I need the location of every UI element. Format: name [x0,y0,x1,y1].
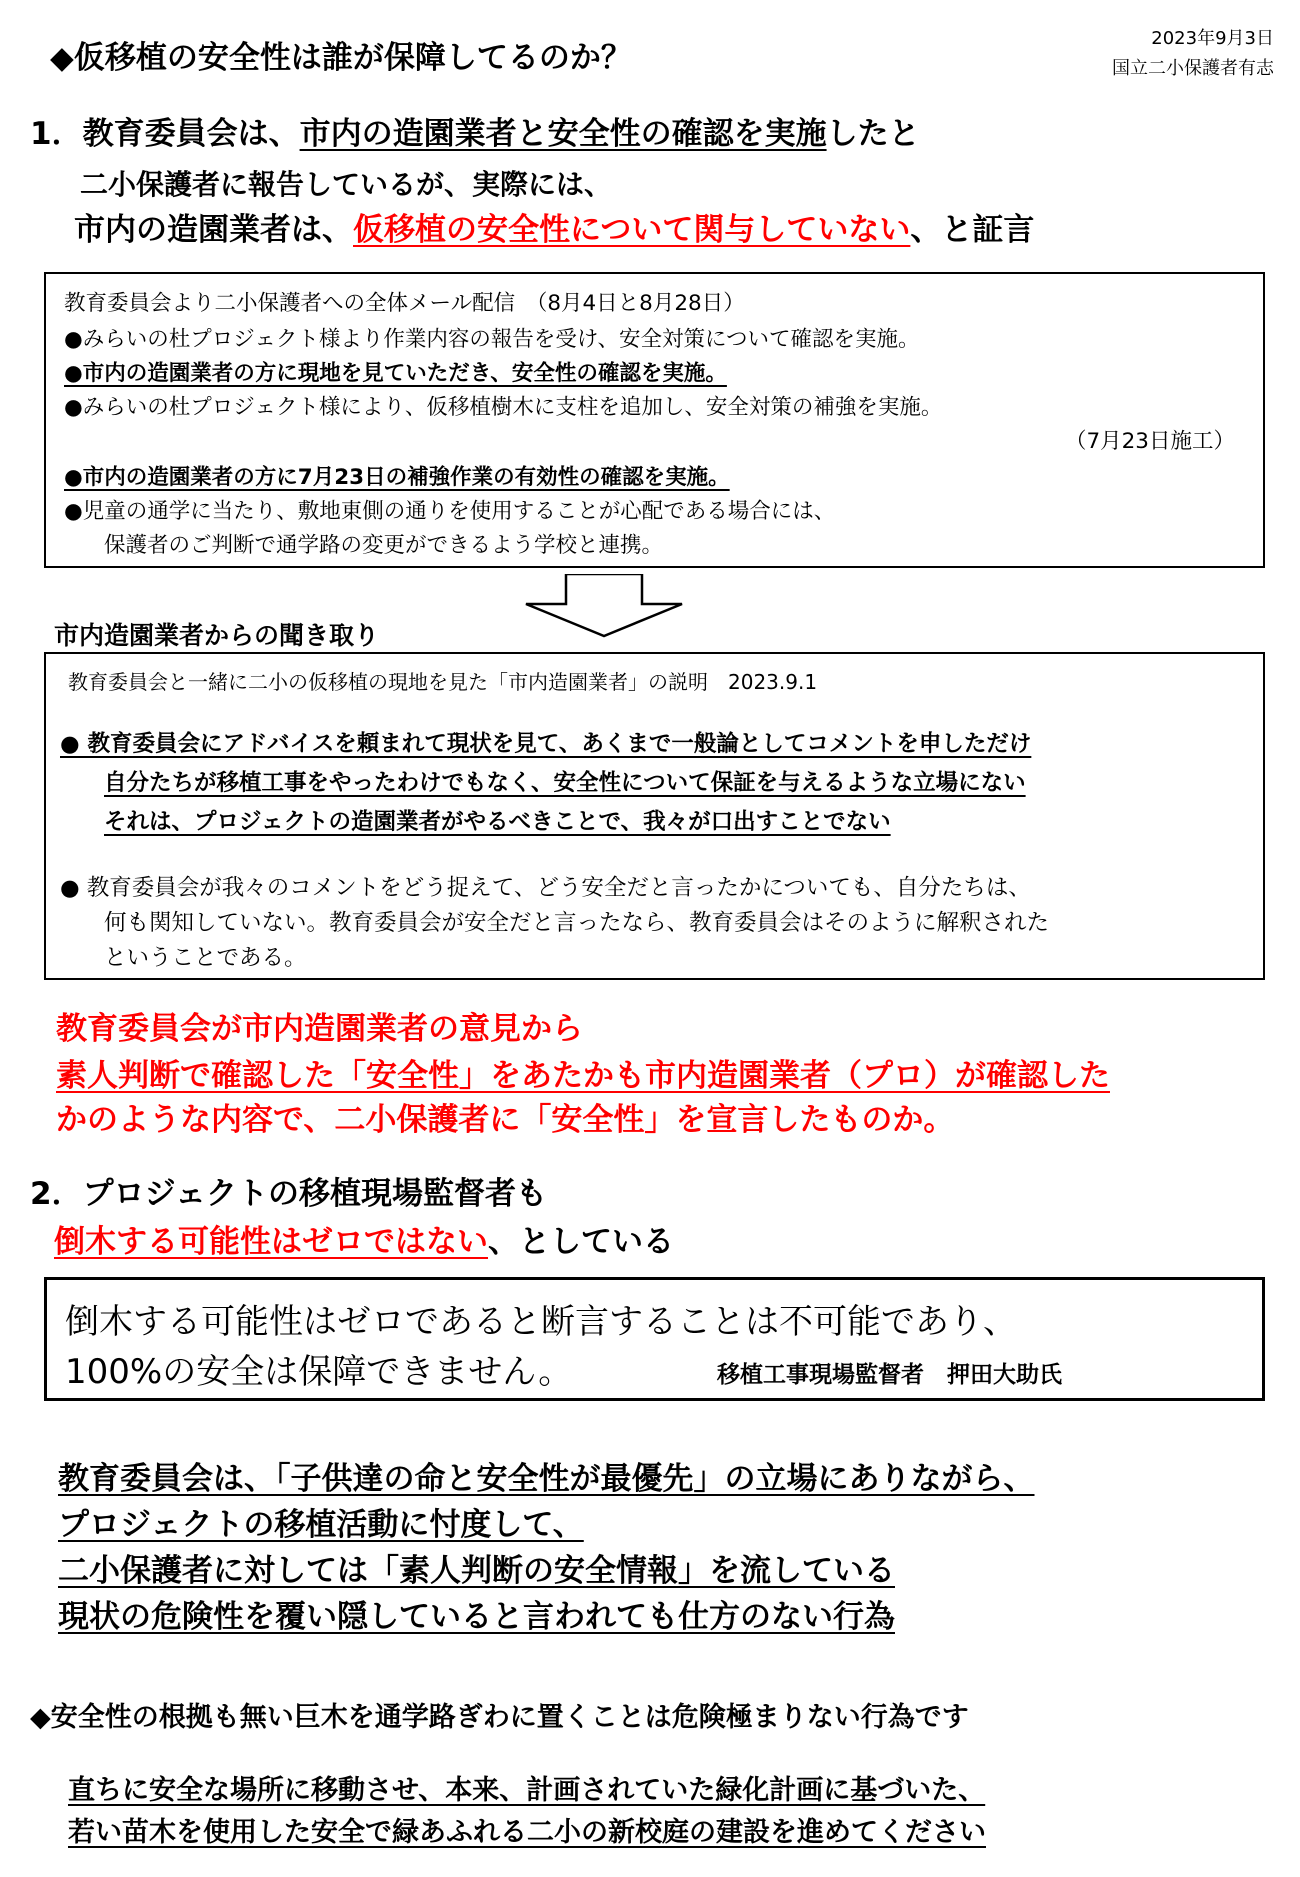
mail-item-5-line2: 保護者のご判断で通学路の変更ができるよう学校と連携。 [104,533,664,558]
mail-item-3: ●みらいの杜プロジェクト様により、仮移植樹木に支柱を追加し、安全対策の補強を実施。 [64,395,943,420]
section1-line3 [74,204,1034,249]
interview-bullet2-line3: ということである。 [104,945,307,971]
section2-line2 [54,1216,674,1261]
final-heading: ◆安全性の根拠も無い巨木を通学路ぎわに置くことは危険極まりない行為です [30,1702,969,1733]
supervisor-quote-box [44,1277,1265,1401]
interview-box [44,652,1265,980]
section1-line1 [30,108,920,153]
section1-line1-prefix: 1．教育委員会は、 [30,116,300,152]
quote-line1: 倒木する可能性はゼロであると断言することは不可能であり、 [65,1302,1017,1342]
date: 2023年9月3日 [1151,28,1274,49]
author: 国立二小保護者有志 [1112,58,1274,79]
section1-line2: 二小保護者に報告しているが、実際には、 [80,168,613,201]
down-arrow-icon [524,574,692,638]
interview-header: 教育委員会と一緒に二小の仮移植の現地を見た「市内造園業者」の説明 2023.9.1 [68,670,818,694]
conclusion-line3: 二小保護者に対しては「素人判断の安全情報」を流している [58,1553,895,1589]
section1-line1-suffix: したと [826,116,920,152]
mail-item-3-note: （7月23日施工） [1064,429,1235,454]
red-note-line1: 教育委員会が市内造園業者の意見から [56,1011,583,1047]
interview-bullet2-line1: ● 教育委員会が我々のコメントをどう捉えて、どう安全だと言ったかについても、自分たちは、 [60,875,1031,901]
quote-line2: 100%の安全は保障できません。 [65,1352,573,1392]
section2-line1: 2．プロジェクトの移植現場監督者も [30,1176,547,1212]
final-line1: 直ちに安全な場所に移動させ、本来、計画されていた緑化計画に基づいた、 [68,1775,986,1806]
final-line2: 若い苗木を使用した安全で緑あふれる二小の新校庭の建設を進めてください [68,1817,986,1848]
conclusion-line1: 教育委員会は、「子供達の命と安全性が最優先」の立場にありながら、 [58,1461,1035,1497]
interview-heading: 市内造園業者からの聞き取り [54,621,380,650]
interview-bullet1-line1: ● 教育委員会にアドバイスを頼まれて現状を見て、あくまで一般論としてコメントを申しただけ [60,731,1032,757]
interview-bullet1-line3: それは、プロジェクトの造園業者がやるべきことで、我々が口出すことでない [104,809,891,835]
conclusion-line2: プロジェクトの移植活動に忖度して、 [58,1507,584,1543]
section2-line2-suffix: 、としている [488,1224,674,1260]
page-title: ◆仮移植の安全性は誰が保障してるのか？ [50,40,632,76]
red-note-line2: 素人判断で確認した「安全性」をあたかも市内造園業者（プロ）が確認した [56,1058,1110,1094]
mail-item-5-line1: ●児童の通学に当たり、敷地東側の通りを使用することが心配である場合には、 [64,499,836,524]
section1-line3-prefix: 市内の造園業者は、 [74,212,353,248]
conclusion-line4: 現状の危険性を覆い隠していると言われても仕方のない行為 [58,1599,895,1635]
section1-line1-underlined: 市内の造園業者と安全性の確認を実施 [299,116,827,152]
section1-line3-red: 仮移植の安全性について関与していない [353,212,911,248]
red-note-line3: かのような内容で、二小保護者に「安全性」を宣言したものか。 [56,1102,955,1138]
mail-item-1: ●みらいの杜プロジェクト様より作業内容の報告を受け、安全対策について確認を実施。 [64,327,920,352]
interview-bullet2-line2: 何も関知していない。教育委員会が安全だと言ったなら、教育委員会はそのように解釈された [104,910,1050,936]
section2-line2-red: 倒木する可能性はゼロではない [54,1224,488,1260]
mail-item-2: ●市内の造園業者の方に現地を見ていただき、安全性の確認を実施。 [64,361,727,386]
date-block [1112,24,1274,84]
mail-quote-box [44,272,1265,568]
mail-header: 教育委員会より二小保護者への全体メール配信 （8月4日と8月28日） [64,291,745,316]
interview-bullet1-line2: 自分たちが移植工事をやったわけでもなく、安全性について保証を与えるような立場にない [104,770,1026,796]
quote-attribution: 移植工事現場監督者 押田大助氏 [717,1362,1062,1388]
section1-line3-suffix: 、と証言 [910,212,1035,248]
mail-item-4: ●市内の造園業者の方に7月23日の補強作業の有効性の確認を実施。 [64,465,730,490]
